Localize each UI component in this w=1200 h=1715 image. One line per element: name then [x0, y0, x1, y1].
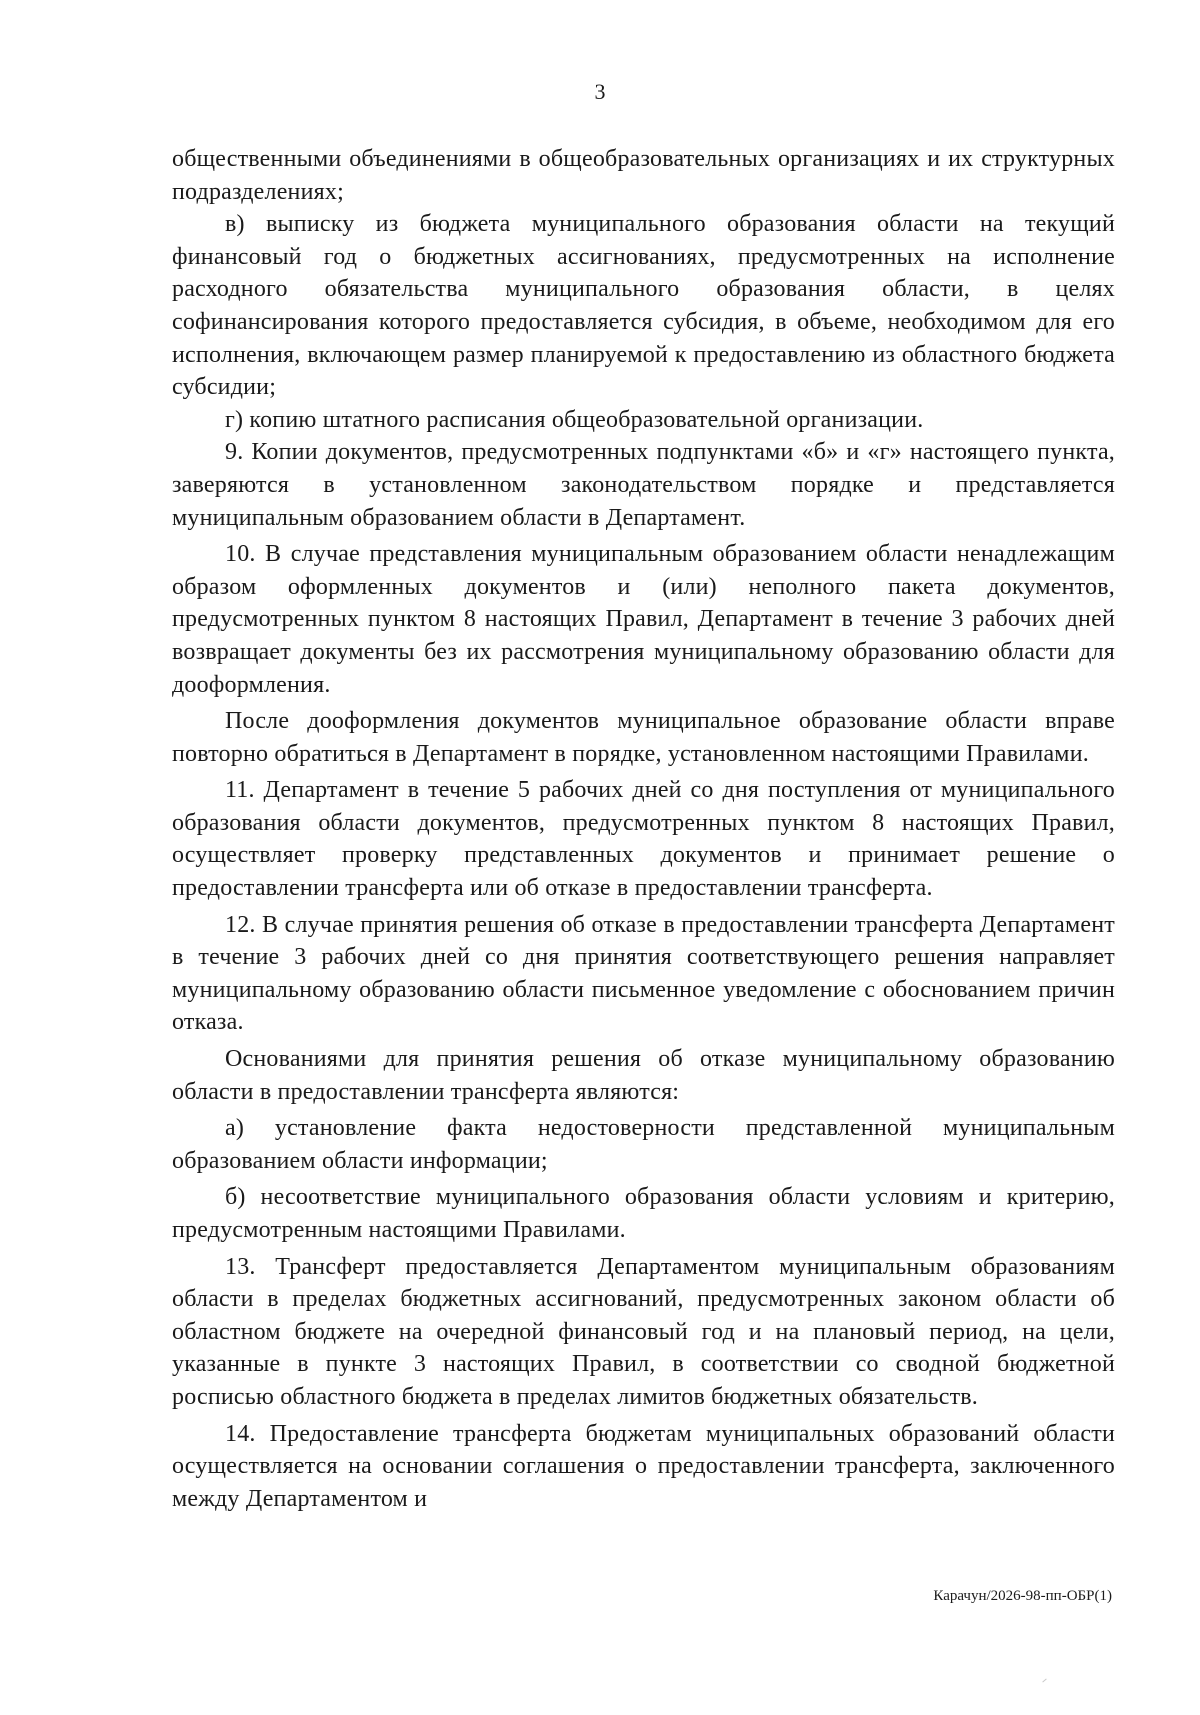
page-number: 3: [594, 79, 606, 104]
paragraph-subitem-a: а) установление факта недостоверности представленной муниципальным образованием области информации;: [172, 1115, 1115, 1174]
paragraph-item-11: 11. Департамент в течение 5 рабочих дней со дня поступления от муниципального образования области документов, предусмотренных пунктом 8 настоящих Правил, осуществляет проверку представленных документов и принимает решение о предоставлении трансферта или об отказе в предоставлении трансферта.: [172, 777, 1115, 902]
paragraph-after-reformatting: После дооформления документов муниципальное образование области вправе повторно обратиться в Департамент в порядке, установленном настоящими Правилами.: [172, 708, 1115, 767]
paragraph-subitem-b: б) несоответствие муниципального образования области условиям и критерию, предусмотренным настоящими Правилами.: [172, 1184, 1115, 1243]
footer-document-code: Карачун/2026-98-пп-ОБР(1): [933, 1588, 1112, 1604]
document-body: [172, 143, 1115, 1515]
paragraph-item-14: 14. Предоставление трансферта бюджетам муниципальных образований области осуществляется на основании соглашения о предоставлении трансферта, заключенного между Департаментом и: [172, 1420, 1115, 1512]
paragraph-item-10: 10. В случае представления муниципальным образованием области ненадлежащим образом оформленных документов и (или) неполного пакета документов, предусмотренных пунктом 8 настоящих Правил, Департамент в течение 3 рабочих дней возвращает документы без их рассмотрения муниципальному образованию области для дооформления.: [172, 541, 1115, 698]
paragraph-subitem-v: в) выписку из бюджета муниципального образования области на текущий финансовый год о бюджетных ассигнованиях, предусмотренных на исполнение расходного обязательства муниципального образования области, в целях софинансирования которого предоставляется субсидия, в объеме, необходимом для его исполнения, включающем размер планируемой к предоставлению из областного бюджета субсидии;: [172, 211, 1115, 401]
scan-speck: [1042, 1679, 1046, 1683]
paragraph-item-12: 12. В случае принятия решения об отказе в предоставлении трансферта Департамент в течение 3 рабочих дней со дня принятия соответствующего решения направляет муниципальному образованию области письменное уведомление с обоснованием причин отказа.: [172, 911, 1115, 1036]
paragraph-refusal-grounds: Основаниями для принятия решения об отказе муниципальному образованию области в предоставлении трансферта являются:: [172, 1046, 1115, 1105]
paragraph-subitem-g: г) копию штатного расписания общеобразовательной организации.: [225, 406, 924, 433]
paragraph-continuation: общественными объединениями в общеобразовательных организациях и их структурных подразделениях;: [172, 146, 1115, 205]
paragraph-item-9: 9. Копии документов, предусмотренных подпунктами «б» и «г» настоящего пункта, заверяются в установленном законодательством порядке и представляется муниципальным образованием области в Департамент.: [172, 439, 1115, 531]
paragraph-item-13: 13. Трансферт предоставляется Департаментом муниципальным образованиям области в пределах бюджетных ассигнований, предусмотренных законом области об областном бюджете на очередной финансовый год и на плановый период, на цели, указанные в пункте 3 настоящих Правил, в соответствии со сводной бюджетной росписью областного бюджета в пределах лимитов бюджетных обязательств.: [172, 1253, 1115, 1410]
